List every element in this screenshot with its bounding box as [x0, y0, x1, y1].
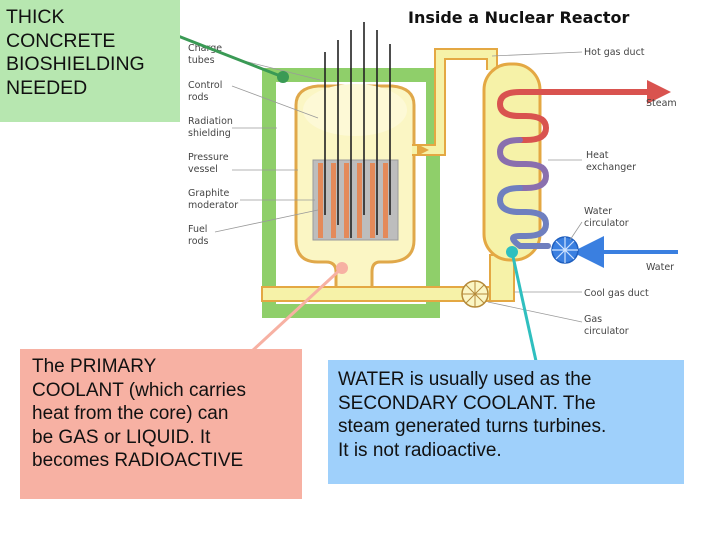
callout-line: SECONDARY COOLANT. The — [338, 392, 596, 414]
svg-text:circulator — [584, 326, 629, 337]
label-radiation-shielding-2: shielding — [188, 128, 231, 139]
fuel-rod — [318, 163, 323, 238]
label-water-circulator-1: Water — [584, 206, 613, 217]
fuel-rod — [331, 163, 336, 238]
svg-text:shielding — [188, 128, 231, 139]
svg-text:Gas — [584, 314, 602, 325]
label-charge-tubes-2: tubes — [188, 55, 215, 66]
label-steam: Steam — [646, 98, 677, 109]
callout-line: WATER is usually used as the — [338, 369, 592, 390]
teal-connector-dot — [506, 246, 518, 258]
label-pressure-vessel-2: vessel — [188, 164, 218, 175]
callout-line: BIOSHIELDING — [6, 53, 145, 75]
callout-line: heat from the core) can — [32, 403, 229, 425]
label-pressure-vessel-1: Pressure — [188, 152, 229, 163]
fuel-rod — [370, 163, 375, 238]
label-charge-tubes-1: Charge — [188, 43, 223, 54]
label-hot-gas-duct: Hot gas duct — [584, 47, 645, 58]
callout-line: It is not radioactive. — [338, 440, 502, 462]
label-water: Water — [646, 262, 675, 273]
svg-text:circulator — [584, 218, 629, 229]
callout-line: The PRIMARY — [32, 356, 157, 377]
svg-text:Graphite — [188, 188, 230, 199]
svg-text:tubes — [188, 55, 215, 66]
fuel-rod — [357, 163, 362, 238]
water-inlet — [552, 237, 678, 263]
label-gas-circulator-1: Gas — [584, 314, 603, 325]
fuel-rod — [383, 163, 388, 238]
callout-line: becomes RADIOACTIVE — [32, 450, 244, 472]
svg-text:Radiation — [188, 116, 233, 127]
primary-coolant-callout — [20, 349, 302, 499]
svg-text:Pressure — [188, 152, 229, 163]
gas-circulator — [462, 281, 488, 307]
callout-line: NEEDED — [6, 76, 88, 99]
callout-line: be GAS or LIQUID. It — [32, 426, 211, 448]
callout-line: THICK — [6, 6, 65, 28]
label-radiation-shielding-1: Radiation — [188, 116, 233, 127]
label-control-rods-2: rods — [188, 92, 209, 103]
fuel-rod — [344, 163, 349, 238]
callout-line: steam generated turns turbines. — [338, 416, 607, 438]
svg-text:Control — [188, 80, 222, 91]
svg-text:vessel — [188, 164, 218, 175]
svg-text:Water — [584, 206, 612, 217]
label-gas-circulator-2: circulator — [584, 326, 629, 337]
svg-text:Water — [646, 262, 674, 273]
pink-connector-dot — [336, 262, 348, 274]
label-fuel-rods-1: Fuel — [188, 224, 208, 235]
left-labels — [188, 43, 238, 247]
label-graphite-moderator-1: Graphite — [188, 188, 230, 199]
svg-text:rods — [188, 236, 209, 247]
callout-line: COOLANT (which carries — [32, 379, 246, 401]
green-connector-dot — [277, 71, 289, 83]
label-heat-exchanger-2: exchanger — [586, 162, 637, 173]
bioshielding-callout — [0, 0, 180, 122]
svg-text:Heat — [586, 150, 609, 161]
label-water-circulator-2: circulator — [584, 218, 629, 229]
svg-text:rods — [188, 92, 209, 103]
label-control-rods-1: Control — [188, 80, 223, 91]
label-graphite-moderator-2: moderator — [188, 200, 239, 211]
svg-text:exchanger — [586, 162, 636, 173]
callout-line: CONCRETE — [6, 29, 116, 52]
svg-text:Cool gas duct — [584, 288, 649, 299]
diagram-title: Inside a Nuclear Reactor — [408, 8, 630, 27]
label-cool-gas-duct: Cool gas duct — [584, 288, 649, 299]
teal-connector — [512, 252, 536, 361]
label-heat-exchanger-1: Heat — [586, 150, 609, 161]
svg-text:Steam — [646, 98, 677, 109]
svg-text:Hot gas duct — [584, 47, 645, 58]
secondary-coolant-callout — [328, 360, 684, 484]
svg-text:moderator — [188, 200, 238, 211]
label-fuel-rods-2: rods — [188, 236, 209, 247]
svg-text:Fuel — [188, 224, 207, 235]
